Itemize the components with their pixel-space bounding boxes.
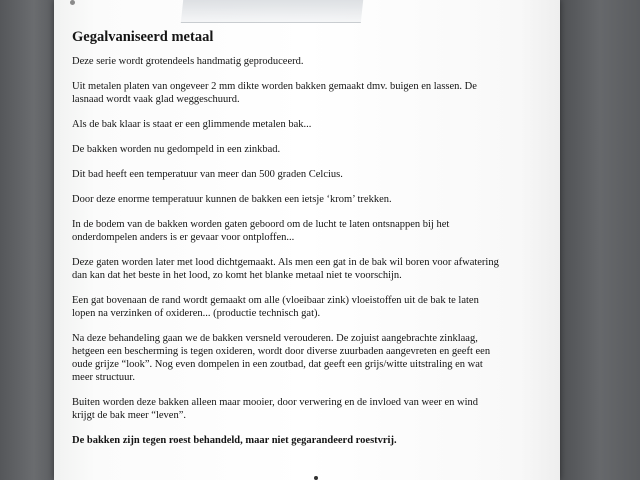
paragraph: Uit metalen platen van ongeveer 2 mm dikte worden bakken gemaakt dmv. buigen en lassen. De lasnaad wordt vaak glad weggeschuurd. bbox=[72, 81, 477, 105]
paragraph: In de bodem van de bakken worden gaten geboord om de lucht te laten ontsnappen bij het onderdompelen anders is er gevaar voor ontploffen... bbox=[72, 219, 450, 243]
paragraph: Als de bak klaar is staat er een glimmende metalen bak... bbox=[72, 119, 312, 130]
final-statement: De bakken zijn tegen roest behandeld, maar niet gegarandeerd roestvrij. bbox=[72, 435, 397, 446]
paragraph: Deze gaten worden later met lood dichtgemaakt. Als men een gat in de bak wil boren voor afwatering dan kan dat het beste in het lood, zo komt het blanke metaal niet te voorschijn. bbox=[72, 257, 499, 281]
wall-background-right bbox=[560, 0, 640, 480]
paragraph: De bakken worden nu gedompeld in een zinkbad. bbox=[72, 144, 281, 155]
document-content bbox=[72, 28, 502, 459]
paragraph: Een gat bovenaan de rand wordt gemaakt om alle (vloeibaar zink) vloeistoffen uit de bak te laten lopen na verzinken of oxideren... (productie technisch gat). bbox=[72, 295, 479, 319]
paragraph: Na deze behandeling gaan we de bakken versneld verouderen. De zojuist aangebrachte zinklaag, hetgeen een bescherming is tegen oxideren, wordt door diverse zuurbaden aangevreten en geeft een oude grijze “look”. Nog even dompelen in een zoutbad, dat geeft een grijs/witte uitstraling en wat meer structuur. bbox=[72, 333, 491, 383]
document-title: Gegalvaniseerd metaal bbox=[72, 29, 214, 45]
wall-background-left bbox=[0, 0, 56, 480]
paragraph: Buiten worden deze bakken alleen maar mooier, door verwering en de invloed van weer en wind krijgt de bak meer “leven”. bbox=[72, 397, 479, 421]
pin-mark bbox=[70, 0, 75, 5]
paragraph: Dit bad heeft een temperatuur van meer dan 500 graden Celcius. bbox=[72, 169, 343, 180]
paragraph: Door deze enorme temperatuur kunnen de bakken een ietsje ‘krom’ trekken. bbox=[72, 194, 392, 205]
paragraph: Deze serie wordt grotendeels handmatig geproduceerd. bbox=[72, 56, 304, 67]
paper-mark bbox=[314, 476, 318, 480]
tape-strip bbox=[181, 0, 363, 23]
